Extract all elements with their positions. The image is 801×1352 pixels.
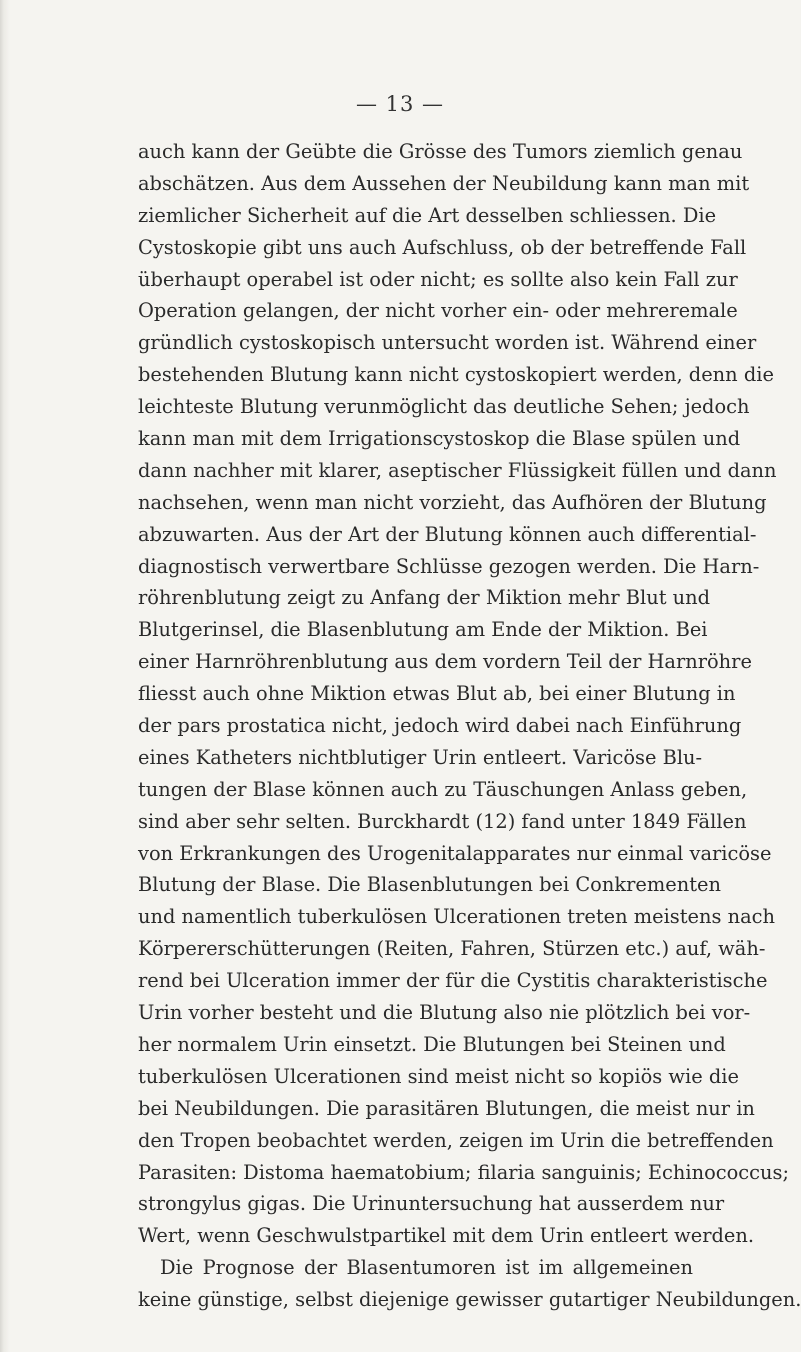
text-line: sind aber sehr selten. Burckhardt (12) fand unter 1849 Fällen <box>138 809 747 833</box>
text-line: tuberkulösen Ulcerationen sind meist nicht so kopiös wie die <box>138 1064 739 1088</box>
text-line: leichteste Blutung verunmöglicht das deutliche Sehen; jedoch <box>138 395 750 419</box>
text-line: gründlich cystoskopisch untersucht worden ist. Während einer <box>138 331 757 355</box>
text-line: nachsehen, wenn man nicht vorzieht, das Aufhören der Blutung <box>138 490 767 514</box>
text-line: strongylus gigas. Die Urinuntersuchung hat ausserdem nur <box>138 1192 725 1216</box>
text-line: röhrenblutung zeigt zu Anfang der Miktion mehr Blut und <box>138 586 711 610</box>
text-line: kann man mit dem Irrigationscystoskop die Blase spülen und <box>138 427 741 451</box>
text-line: den Tropen beobachtet werden, zeigen im Urin die betreffenden <box>138 1128 774 1152</box>
text-line: bei Neubildungen. Die parasitären Blutungen, die meist nur in <box>138 1096 755 1120</box>
text-line: Cystoskopie gibt uns auch Aufschluss, ob der betreffende Fall <box>138 235 747 259</box>
text-line: Parasiten: Distoma haematobium; filaria sanguinis; Echinococcus; <box>138 1160 789 1184</box>
text-line: überhaupt operabel ist oder nicht; es sollte also kein Fall zur <box>138 267 738 291</box>
text-line: auch kann der Geübte die Grösse des Tumors ziemlich genau <box>138 140 743 163</box>
text-line: tungen der Blase können auch zu Täuschungen Anlass geben, <box>138 777 748 801</box>
text-line: rend bei Ulceration immer der für die Cystitis charakteristische <box>138 969 768 993</box>
text-line: Die Prognose der Blasentumoren ist im allgemeinen <box>160 1256 693 1280</box>
body-text <box>138 136 801 1316</box>
text-line: bestehenden Blutung kann nicht cystoskopiert werden, denn die <box>138 363 774 387</box>
text-line: Körpererschütterungen (Reiten, Fahren, Stürzen etc.) auf, wäh- <box>138 937 766 961</box>
text-line: Operation gelangen, der nicht vorher ein- oder mehreremale <box>138 299 738 323</box>
text-line: einer Harnröhrenblutung aus dem vordern Teil der Harnröhre <box>138 650 752 674</box>
text-line: fliesst auch ohne Miktion etwas Blut ab, bei einer Blutung in <box>138 682 736 706</box>
text-line: abzuwarten. Aus der Art der Blutung können auch differential- <box>138 522 757 546</box>
text-line: her normalem Urin einsetzt. Die Blutungen bei Steinen und <box>138 1032 726 1056</box>
page-edge-shadow <box>0 0 10 1352</box>
text-line: und namentlich tuberkulösen Ulcerationen treten meistens nach <box>138 905 776 929</box>
text-line: Blutung der Blase. Die Blasenblutungen bei Conkrementen <box>138 873 721 897</box>
text-line: eines Katheters nichtblutiger Urin entleert. Varicöse Blu- <box>138 745 703 769</box>
text-line: von Erkrankungen des Urogenitalapparates nur einmal varicöse <box>138 841 772 865</box>
text-line: dann nachher mit klarer, aseptischer Flüssigkeit füllen und dann <box>138 458 777 482</box>
text-line: abschätzen. Aus dem Aussehen der Neubildung kann man mit <box>138 171 750 195</box>
text-line: Blutgerinsel, die Blasenblutung am Ende der Miktion. Bei <box>138 618 708 642</box>
text-line: Wert, wenn Geschwulstpartikel mit dem Urin entleert werden. <box>138 1224 755 1248</box>
text-line: Urin vorher besteht und die Blutung also nie plötzlich bei vor- <box>138 1001 751 1025</box>
text-line: der pars prostatica nicht, jedoch wird dabei nach Einführung <box>138 714 742 738</box>
text-line: keine günstige, selbst diejenige gewisser gutartiger Neubildungen. <box>138 1288 801 1312</box>
text-line: diagnostisch verwertbare Schlüsse gezogen werden. Die Harn- <box>138 554 760 578</box>
page-number: — 13 — <box>355 92 445 116</box>
text-line: ziemlicher Sicherheit auf die Art desselben schliessen. Die <box>138 203 717 227</box>
